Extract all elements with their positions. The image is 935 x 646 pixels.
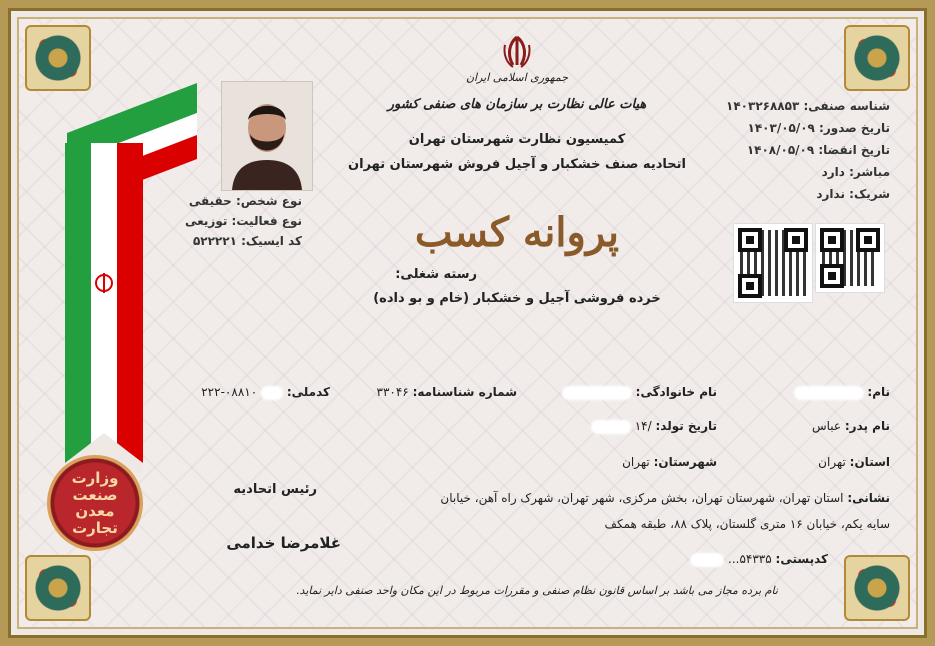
family-label: نام خانوادگی: xyxy=(635,385,717,399)
partner-status: شریک: ندارد xyxy=(816,187,890,201)
birth-partial: /۱۴ xyxy=(634,419,652,433)
iran-emblem-icon xyxy=(499,33,535,69)
corner-ornament-icon xyxy=(844,555,910,621)
person-photo-icon xyxy=(222,82,312,190)
ministry-seal-icon xyxy=(47,455,143,551)
holder-father-row xyxy=(812,419,890,433)
name-label: نام: xyxy=(867,385,890,399)
trade-id: شناسه صنفی: ۱۴۰۳۲۶۸۸۵۳ xyxy=(726,99,890,113)
father-value: عباس xyxy=(811,419,842,433)
national-code-partial: ۰۸۸۱۰-۲۲۲ xyxy=(201,385,258,399)
redacted-national-code xyxy=(261,386,283,400)
authority-name: هیات عالی نظارت بر سازمان های صنفی کشور xyxy=(387,97,647,112)
signature-role: رئیس اتحادیه xyxy=(233,482,317,497)
holder-postal-row xyxy=(690,552,828,567)
expiry-date: تاریخ انقضا: ۱۴۰۸/۰۵/۰۹ xyxy=(746,143,890,157)
footer-note: نام برده مجاز می باشد بر اساس قانون نظام صنفی و مقررات مربوط در این مکان واحد صنفی دایر نماید. xyxy=(296,584,778,597)
isic-code: کد ایسیک: ۵۲۲۲۲۱ xyxy=(192,234,302,248)
country-name: جمهوری اسلامی ایران xyxy=(465,71,569,84)
corner-ornament-icon xyxy=(25,555,91,621)
category-value: خرده فروشی آجیل و خشکبار (خام و بو داده) xyxy=(373,291,661,306)
holder-city-row xyxy=(622,455,717,469)
father-label: نام پدر: xyxy=(844,419,890,433)
city-value: تهران xyxy=(622,455,650,469)
id-number-label: شماره شناسنامه: xyxy=(412,385,517,399)
redacted-name xyxy=(794,386,864,400)
document-title: پروانه کسب xyxy=(414,209,620,256)
holder-family-row xyxy=(562,385,717,400)
seal-text: وزارت صنعت معدن تجارت xyxy=(71,469,119,537)
province-value: تهران xyxy=(818,455,846,469)
category-label: رسته شغلی: xyxy=(395,267,477,282)
holder-address-row xyxy=(440,491,890,505)
address-label: نشانی: xyxy=(847,491,890,505)
holder-photo xyxy=(221,81,313,191)
union-name: اتحادیه صنف خشکبار و آجیل فروش شهرستان تهران xyxy=(348,157,686,172)
holder-name-row xyxy=(794,385,890,400)
redacted-birth xyxy=(591,420,631,434)
birth-label: تاریخ تولد: xyxy=(655,419,717,433)
redacted-postal xyxy=(690,553,724,567)
certificate xyxy=(8,8,927,638)
national-code-label: کدملی: xyxy=(286,385,330,399)
person-type: نوع شخص: حقیقی xyxy=(188,194,302,208)
signature-name: غلامرضا خدامی xyxy=(226,534,341,552)
postal-label: کدپستی: xyxy=(775,552,828,566)
address-line-2: سایه یکم، خیابان ۱۶ متری گلستان، پلاک ۸۸، طبقه همکف xyxy=(604,517,890,531)
holder-province-row xyxy=(818,455,890,469)
address-line-1: استان تهران، شهرستان تهران، بخش مرکزی، شهر تهران، شهرک راه آهن، خیابان xyxy=(440,491,844,505)
city-label: شهرستان: xyxy=(653,455,717,469)
qr-code-icon xyxy=(815,223,885,293)
id-number-value: ۳۳۰۴۶ xyxy=(376,385,409,399)
activity-type: نوع فعالیت: توزیعی xyxy=(185,214,302,228)
manager-status: مباشر: دارد xyxy=(821,165,890,179)
qr-code-icon xyxy=(733,223,813,303)
holder-birth-row xyxy=(591,419,717,434)
commission-name: کمیسیون نظارت شهرستان تهران xyxy=(408,132,626,147)
issue-date: تاریخ صدور: ۱۴۰۳/۰۵/۰۹ xyxy=(747,121,890,135)
holder-national-code-row xyxy=(201,385,330,400)
corner-ornament-icon xyxy=(844,25,910,91)
province-label: استان: xyxy=(849,455,890,469)
iran-flag-ribbon-icon xyxy=(47,73,197,473)
postal-partial: ۵۴۳۳۵... xyxy=(728,552,772,566)
redacted-family xyxy=(562,386,632,400)
holder-id-row xyxy=(377,385,518,399)
